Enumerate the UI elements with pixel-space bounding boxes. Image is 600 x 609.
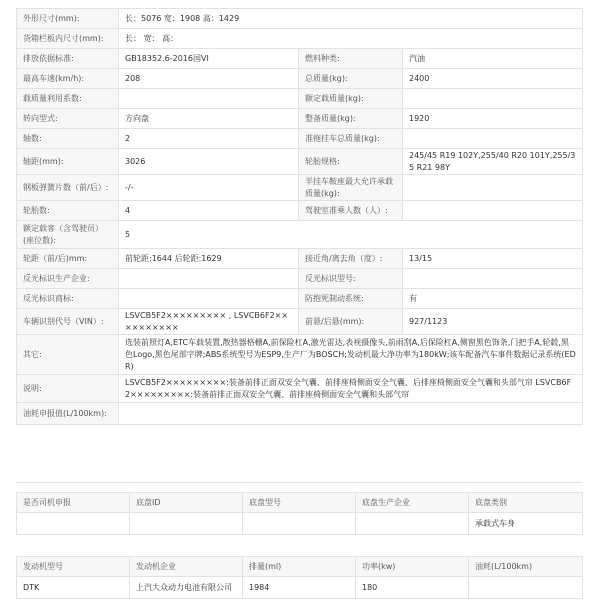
spec-value (403, 175, 583, 201)
spec-value: 有 (403, 289, 583, 309)
spec-row (17, 309, 583, 335)
spec-row (17, 221, 583, 249)
spec-label: 额定载客（含驾驶员）(座位数): (17, 221, 119, 249)
spec-label: 驾驶室准乘人数（人）: (299, 201, 403, 221)
spec-value: LSVCB5F2××××××××× , LSVCB6F2×××××××××× (119, 309, 299, 335)
engine-value: DTK (17, 577, 130, 599)
spec-row (17, 9, 583, 29)
spec-label: 总质量(kg): (299, 69, 403, 89)
spec-label: 反光标识型号: (299, 269, 403, 289)
spec-row (17, 175, 583, 201)
spec-label: 准拖挂车总质量(kg): (299, 129, 403, 149)
spec-table (16, 8, 583, 425)
spec-value (119, 269, 299, 289)
spec-row (17, 289, 583, 309)
spec-value: 前轮距:1644 后轮距:1629 (119, 249, 299, 269)
spec-label: 接近角/离去角（度）: (299, 249, 403, 269)
spec-label: 额定载质量(kg): (299, 89, 403, 109)
spec-value: 927/1123 (403, 309, 583, 335)
spec-row (17, 249, 583, 269)
spec-row (17, 335, 583, 375)
spec-label: 最高车速(km/h): (17, 69, 119, 89)
chassis-value (243, 513, 356, 535)
engine-value-row (17, 577, 583, 599)
chassis-value (130, 513, 243, 535)
spec-row (17, 29, 583, 49)
spec-row (17, 109, 583, 129)
spec-value (403, 129, 583, 149)
spec-label: 反光标识生产企业: (17, 269, 119, 289)
spec-label: 轴数: (17, 129, 119, 149)
chassis-header: 底盘生产企业 (356, 493, 469, 513)
spec-value: 长：5076 宽：1908 高：1429 (119, 9, 583, 29)
engine-value: 180 (356, 577, 469, 599)
section-divider (16, 482, 582, 483)
engine-value (469, 577, 583, 599)
spec-value: 5 (119, 221, 583, 249)
spec-label: 转向型式: (17, 109, 119, 129)
spec-value: 1920 (403, 109, 583, 129)
chassis-header: 底盘类别 (469, 493, 583, 513)
spec-value: 选装前照灯A,ETC车载装置,散热器格栅A,前保险杠A,激光雷达,表视摄像头,前雨刮A,后保险杠A,侧窗黑色饰条,门把手A,轮毂,黑色Logo,黑色尾部字牌;ABS系统型号为ESP9,生产厂为BOSCH;发动机最大净功率为180kW;该车配备汽车事件数据记录系统(EDR) (119, 335, 583, 375)
spec-value: LSVCB5F2×××××××××:装备前排正面双安全气囊、前排座椅侧面安全气囊、后排座椅侧面安全气囊和头部气帘 LSVCB6F2×××××××××:装备前排正面双安全气囊、前排座椅侧面安全气囊和头部气帘 (119, 375, 583, 403)
chassis-value (17, 513, 130, 535)
engine-header: 排量(ml) (243, 557, 356, 577)
spec-row (17, 89, 583, 109)
chassis-header: 底盘ID (130, 493, 243, 513)
spec-label: 前悬/后悬(mm): (299, 309, 403, 335)
spec-label: 其它: (17, 335, 119, 375)
engine-value: 1984 (243, 577, 356, 599)
spec-value (119, 403, 583, 425)
spec-row (17, 69, 583, 89)
engine-table (16, 556, 583, 599)
spec-value (403, 89, 583, 109)
spec-label: 说明: (17, 375, 119, 403)
spec-label: 轴距(mm): (17, 149, 119, 175)
spec-label: 轮胎规格: (299, 149, 403, 175)
spec-value: 2400 (403, 69, 583, 89)
engine-value: 上汽大众动力电池有限公司 (130, 577, 243, 599)
chassis-value-row (17, 513, 583, 535)
spec-value: 4 (119, 201, 299, 221)
spec-value: 方向盘 (119, 109, 299, 129)
spec-label: 钢板弹簧片数（前/后）: (17, 175, 119, 201)
engine-header: 油耗(L/100km) (469, 557, 583, 577)
spec-row (17, 201, 583, 221)
spec-value (119, 89, 299, 109)
chassis-header-row (17, 493, 583, 513)
spec-value: 245/45 R19 102Y,255/40 R20 101Y,255/35 R21 98Y (403, 149, 583, 175)
spec-label: 油耗申报值(L/100km): (17, 403, 119, 425)
spec-label: 防抱死制动系统: (299, 289, 403, 309)
chassis-header: 底盘型号 (243, 493, 356, 513)
engine-header: 功率(kw) (356, 557, 469, 577)
spec-value: 2 (119, 129, 299, 149)
spec-label: 半挂车鞍座最大允许承载质量(kg): (299, 175, 403, 201)
spec-label: 货箱栏板内尺寸(mm): (17, 29, 119, 49)
spec-row (17, 129, 583, 149)
engine-header: 发动机型号 (17, 557, 130, 577)
spec-value: 长： 宽： 高： (119, 29, 583, 49)
spec-value (403, 269, 583, 289)
spec-row (17, 269, 583, 289)
spec-label: 反光标识商标: (17, 289, 119, 309)
spec-label: 载质量利用系数: (17, 89, 119, 109)
chassis-table (16, 492, 583, 535)
chassis-value (356, 513, 469, 535)
chassis-header: 是否司机申报 (17, 493, 130, 513)
spec-label: 外形尺寸(mm): (17, 9, 119, 29)
spec-value: 汽油 (403, 49, 583, 69)
engine-header-row (17, 557, 583, 577)
spec-value: 208 (119, 69, 299, 89)
spec-value: 3026 (119, 149, 299, 175)
spec-row (17, 49, 583, 69)
spec-label: 整备质量(kg): (299, 109, 403, 129)
spec-label: 轮胎数: (17, 201, 119, 221)
spec-value: 13/15 (403, 249, 583, 269)
spec-label: 车辆识别代号（VIN）: (17, 309, 119, 335)
spec-value (119, 289, 299, 309)
spec-label: 排放依据标准: (17, 49, 119, 69)
engine-header: 发动机企业 (130, 557, 243, 577)
spec-value: -/- (119, 175, 299, 201)
spec-label: 燃料种类: (299, 49, 403, 69)
spec-value (403, 201, 583, 221)
spec-value: GB18352.6-2016国VI (119, 49, 299, 69)
spec-label: 轮距（前/后)mm: (17, 249, 119, 269)
spec-row (17, 375, 583, 403)
spec-row (17, 149, 583, 175)
spec-row (17, 403, 583, 425)
chassis-value: 承载式车身 (469, 513, 583, 535)
